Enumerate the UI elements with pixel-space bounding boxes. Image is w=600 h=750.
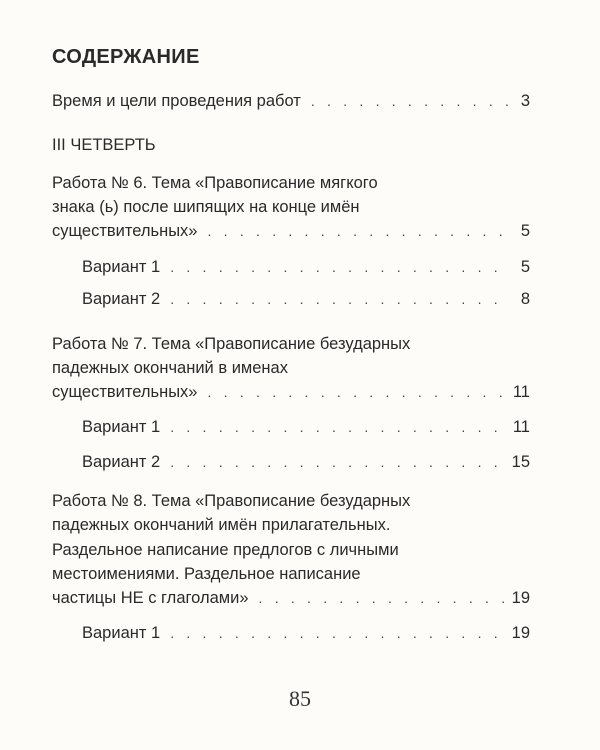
entry-page: 19: [511, 589, 530, 607]
dot-leader: [170, 416, 507, 438]
entry-page: 3: [520, 92, 530, 110]
entry-page: 5: [520, 258, 530, 276]
entry-text: существительных»: [52, 222, 198, 240]
entry-page: 11: [512, 383, 530, 401]
dot-leader: [259, 587, 506, 609]
variant-label: Вариант 1: [82, 418, 161, 436]
work-7-line-1: Работа № 7. Тема «Правописание безударных: [52, 335, 411, 353]
page-number: 85: [289, 686, 311, 711]
section-heading: III ЧЕТВЕРТЬ: [52, 136, 156, 154]
entry-page: 8: [520, 290, 530, 308]
dot-leader: [170, 256, 510, 278]
work-8-line-2: падежных окончаний имён прилагательных.: [52, 516, 391, 534]
dot-leader: [311, 90, 510, 112]
page-title: СОДЕРЖАНИЕ: [52, 46, 200, 68]
toc-entry-work-6[interactable]: [52, 220, 530, 242]
toc-entry-work-7-variant-1[interactable]: [82, 416, 530, 438]
entry-page: 11: [512, 418, 530, 436]
dot-leader: [170, 451, 505, 473]
work-6-line-2: знака (ь) после шипящих на конце имён: [52, 198, 360, 216]
entry-text: Время и цели проведения работ: [52, 92, 301, 110]
toc-entry-work-7-variant-2[interactable]: [82, 451, 530, 473]
entry-page: 15: [511, 453, 530, 471]
work-8-line-4: местоимениями. Раздельное написание: [52, 565, 361, 583]
variant-label: Вариант 1: [82, 624, 161, 642]
work-8-line-3: Раздельное написание предлогов с личными: [52, 541, 399, 559]
toc-entry-work-8[interactable]: [52, 587, 530, 609]
variant-label: Вариант 1: [82, 258, 161, 276]
variant-label: Вариант 2: [82, 290, 161, 308]
toc-entry-work-6-variant-1[interactable]: [82, 256, 530, 278]
dot-leader: [207, 220, 510, 242]
toc-entry-work-8-variant-1[interactable]: [82, 622, 530, 644]
variant-label: Вариант 2: [82, 453, 161, 471]
work-8-line-1: Работа № 8. Тема «Правописание безударных: [52, 492, 411, 510]
dot-leader: [170, 288, 510, 310]
dot-leader: [207, 381, 506, 403]
toc-page: [52, 0, 530, 750]
work-7-line-2: падежных окончаний в именах: [52, 359, 288, 377]
toc-entry-work-6-variant-2[interactable]: [82, 288, 530, 310]
entry-page: 19: [511, 624, 530, 642]
toc-entry-intro[interactable]: [52, 90, 530, 112]
entry-text: существительных»: [52, 383, 198, 401]
entry-page: 5: [520, 222, 530, 240]
entry-text: частицы НЕ с глаголами»: [52, 589, 249, 607]
dot-leader: [170, 622, 505, 644]
toc-entry-work-7[interactable]: [52, 381, 530, 403]
work-6-line-1: Работа № 6. Тема «Правописание мягкого: [52, 174, 378, 192]
